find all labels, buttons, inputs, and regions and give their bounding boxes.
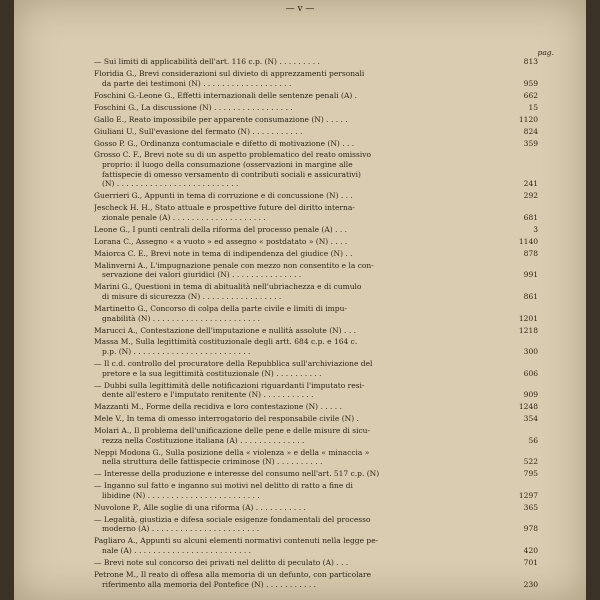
index-entry xyxy=(94,304,538,323)
entry-line: (N) . . . . . . . . . . . . . . . . . . . . . . . . . . xyxy=(102,179,239,189)
entry-page-ref: 701 xyxy=(523,558,538,568)
entry-line: Mele V., In tema di omesso interrogatorio del responsabile civile (N) . xyxy=(94,414,359,424)
index-entry xyxy=(94,448,538,467)
entry-page-ref: 359 xyxy=(523,138,538,148)
index-entry xyxy=(94,414,538,424)
entry-line: Gosso P. G., Ordinanza contumaciale e difetto di motivazione (N) . . . xyxy=(94,138,355,148)
entry-page-ref: 241 xyxy=(523,179,538,189)
entry-page-ref: 1120 xyxy=(518,114,538,124)
entry-line: Marucci A., Contestazione dell'imputazione e nullità assolute (N) . . . xyxy=(94,325,356,335)
index-entry xyxy=(94,481,538,500)
entry-page-ref: 991 xyxy=(523,270,538,280)
entry-line: Molari A., Il problema dell'unificazione delle pene e delle misure di sicu- xyxy=(94,426,371,436)
entry-line: Petrone M., Il reato di offesa alla memoria di un defunto, con particolare xyxy=(94,570,372,580)
entry-line: zionale penale (A) . . . . . . . . . . . . . . . . . . . . xyxy=(102,212,266,222)
index-entry xyxy=(94,91,538,101)
entry-page-ref: 420 xyxy=(523,546,538,556)
entry-page-ref: 1297 xyxy=(518,490,538,500)
entry-page-ref: 1140 xyxy=(518,236,538,246)
entry-line: — Interesse della produzione e interesse del consumo nell'art. 517 c.p. (N) xyxy=(94,469,380,479)
entry-page-ref: 978 xyxy=(523,524,538,534)
entry-line: da parte dei testimoni (N) . . . . . . . . . . . . . . . . . . . xyxy=(102,78,292,88)
index-entry xyxy=(94,570,538,589)
entry-line: riferimento alla memoria del Pontefice (N) . . . . . . . . . . . xyxy=(102,579,317,589)
entry-line: — Sui limiti di applicabilità dell'art. 116 c.p. (N) . . . . . . . . . xyxy=(94,57,320,66)
entry-line: Massa M., Sulla legittimità costituzionale degli artt. 684 c.p. e 164 c. xyxy=(94,337,358,347)
entry-page-ref: 15 xyxy=(528,102,538,112)
entry-page-ref: 813 xyxy=(523,57,538,66)
entry-line: servazione dei valori giuridici (N) . . . . . . . . . . . . . . . xyxy=(102,270,302,280)
entry-line: proprio: il luogo della consumazione (osservazioni in margine alle xyxy=(102,160,353,170)
index-entry xyxy=(94,139,538,149)
entry-page-ref: 1248 xyxy=(518,402,538,412)
entry-line: Guerrieri G., Appunti in tema di corruzione e di concussione (N) . . . xyxy=(94,191,353,201)
book-page xyxy=(14,0,586,600)
entry-line: Foschini G., La discussione (N) . . . . . . . . . . . . . . . . . xyxy=(94,102,293,112)
entry-line: Leone G., I punti centrali della riforma del processo penale (A) . . . xyxy=(94,224,348,234)
entry-page-ref: 824 xyxy=(523,126,538,136)
entry-line: p.p. (N) . . . . . . . . . . . . . . . . . . . . . . . . . xyxy=(102,347,251,357)
index-entry xyxy=(94,326,538,336)
entry-page-ref: 909 xyxy=(523,390,538,400)
index-entry xyxy=(94,237,538,247)
entry-line: gnabilità (N) . . . . . . . . . . . . . . . . . . . . . . . xyxy=(102,313,261,323)
entry-line: — Il c.d. controllo del procuratore della Repubblica sull'archiviazione del xyxy=(94,359,373,369)
index-entry xyxy=(94,127,538,137)
index-entry xyxy=(94,261,538,280)
entry-line: Marini G., Questioni in tema di abitualità nell'ubriachezza e di cumulo xyxy=(94,282,362,292)
entry-line: Grosso C. F., Brevi note su di un aspetto problematico del reato omissivo xyxy=(94,150,371,160)
index-entry xyxy=(94,57,538,67)
entry-page-ref: 606 xyxy=(523,368,538,378)
entry-line: Jescheck H. H., Stato attuale e prospettive future del diritto interna- xyxy=(94,203,355,213)
entry-line: Neppi Modona G., Sulla posizione della « violenza » e della « minaccia » xyxy=(94,447,370,457)
index-entry xyxy=(94,426,538,445)
entry-page-ref: 861 xyxy=(523,291,538,301)
entry-page-ref: 365 xyxy=(523,502,538,512)
entry-page-ref: 300 xyxy=(523,347,538,357)
entry-line: fattispecie di omesso versamento di contributi sociali e assicurativi) xyxy=(102,169,361,179)
entry-line: rezza nella Costituzione italiana (A) . . . . . . . . . . . . . . xyxy=(102,435,305,445)
index-entry xyxy=(94,115,538,125)
entry-page-ref: 959 xyxy=(523,78,538,88)
index-entry xyxy=(94,337,538,356)
entry-line: Foschini G.-Leone G., Effetti internazionali delle sentenze penali (A) . xyxy=(94,90,358,100)
entry-line: Giuliani U., Sull'evasione del fermato (N) . . . . . . . . . . . xyxy=(94,126,303,136)
entry-line: Malinverni A., L'impugnazione penale con mezzo non consentito e la con- xyxy=(94,260,374,270)
entry-page-ref: 1201 xyxy=(518,313,538,323)
entry-line: nella struttura delle fattispecie criminose (N) . . . . . . . . . . xyxy=(102,457,323,467)
index-entry xyxy=(94,103,538,113)
index-entry xyxy=(94,536,538,555)
entry-line: Nuvolone P., Alle soglie di una riforma (A) . . . . . . . . . . . xyxy=(94,502,306,512)
entry-line: Mazzanti M., Forme della recidiva e loro contestazione (N) . . . . . xyxy=(94,402,342,412)
entry-line: dente all'estero e l'imputato renitente (N) . . . . . . . . . . . xyxy=(102,390,314,400)
entry-line: — Inganno sul fatto e inganno sui motivi nel delitto di ratto a fine di xyxy=(94,481,353,491)
entry-line: Floridia G., Brevi considerazioni sul divieto di apprezzamenti personali xyxy=(94,68,365,78)
index-entry xyxy=(94,150,538,188)
index-entry xyxy=(94,558,538,568)
entry-page-ref: 230 xyxy=(523,579,538,589)
index-entry xyxy=(94,69,538,88)
entry-line: pretore e la sua legittimità costituzionale (N) . . . . . . . . . . xyxy=(102,368,322,378)
index-entry xyxy=(94,402,538,412)
entry-line: — Brevi note sul concorso dei privati nel delitto di peculato (A) . . . xyxy=(94,558,349,568)
entry-line: libidine (N) . . . . . . . . . . . . . . . . . . . . . . . . xyxy=(102,490,260,500)
entry-line: Martinetto G., Concorso di colpa della parte civile e limiti di impu- xyxy=(94,303,347,313)
entry-page-ref: 795 xyxy=(523,469,538,479)
index-entry xyxy=(94,515,538,534)
entry-page-ref: 522 xyxy=(523,457,538,467)
index-entry xyxy=(94,381,538,400)
entry-line: Maiorca C. E., Brevi note in tema di indipendenza del giudice (N) . . xyxy=(94,248,353,258)
entry-page-ref: 662 xyxy=(523,90,538,100)
index-entry xyxy=(94,503,538,513)
entry-page-ref: 354 xyxy=(523,414,538,424)
entry-page-ref: 878 xyxy=(523,248,538,258)
index-entry xyxy=(94,359,538,378)
entry-page-ref: 56 xyxy=(528,435,538,445)
index-entry xyxy=(94,225,538,235)
page-column-label: pag. xyxy=(537,48,554,57)
index-entry xyxy=(94,282,538,301)
entry-line: moderno (A) . . . . . . . . . . . . . . . . . . . . . . . xyxy=(102,524,260,534)
entry-line: nale (A) . . . . . . . . . . . . . . . . . . . . . . . . . xyxy=(102,546,251,556)
entry-page-ref: 3 xyxy=(533,224,538,234)
entry-page-ref: 681 xyxy=(523,212,538,222)
entry-line: — Dubbi sulla legittimità delle notificazioni riguardanti l'imputato resi- xyxy=(94,380,365,390)
entry-page-ref: 1218 xyxy=(518,325,538,335)
entry-line: Pagliaro A., Appunti su alcuni elementi normativi contenuti nella legge pe- xyxy=(94,536,379,546)
index-entries xyxy=(94,57,538,592)
entry-line: Lorana C., Assegno « a vuoto » ed assegno « postdatato » (N) . . . . xyxy=(94,236,348,246)
index-entry xyxy=(94,469,538,479)
entry-line: di misure di sicurezza (N) . . . . . . . . . . . . . . . . . xyxy=(102,291,282,301)
index-entry xyxy=(94,191,538,201)
page-number: — v — xyxy=(285,4,315,14)
entry-line: Gallo E., Reato impossibile per apparente consumazione (N) . . . . . xyxy=(94,114,348,124)
entry-line: — Legalità, giustizia e difesa sociale esigenze fondamentali del processo xyxy=(94,514,371,524)
entry-page-ref: 292 xyxy=(523,191,538,201)
index-entry xyxy=(94,203,538,222)
index-entry xyxy=(94,249,538,259)
